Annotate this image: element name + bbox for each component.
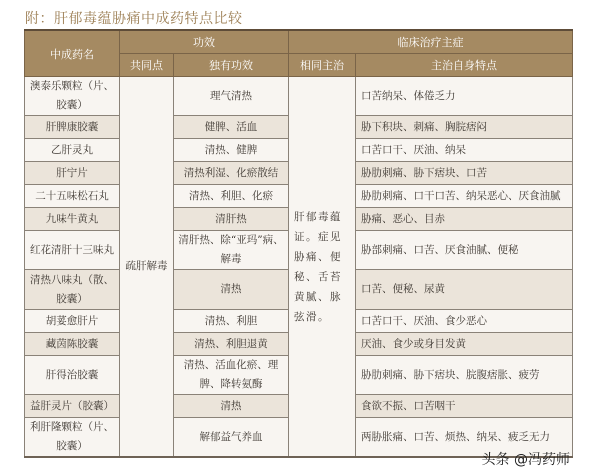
header-clinical: 临床治疗主症 xyxy=(289,30,573,54)
drug-name: 肝脾康胶囊 xyxy=(25,116,120,139)
drug-name: 清热八味丸（散、胶囊） xyxy=(25,270,120,310)
own-indication: 胁痛、恶心、目赤 xyxy=(356,208,573,231)
comparison-table xyxy=(24,29,573,458)
table-title: 附：肝郁毒蕴胁痛中成药特点比较 xyxy=(25,11,243,27)
own-indication: 胁肋刺痛、口干口苦、纳呆恶心、厌食油腻 xyxy=(356,185,573,208)
unique-efficacy: 解郁益气养血 xyxy=(174,418,289,458)
drug-name: 二十五味松石丸 xyxy=(25,185,120,208)
drug-name: 红花清肝十三味丸 xyxy=(25,231,120,270)
header-unique: 独有功效 xyxy=(174,54,289,77)
own-indication: 两胁胀痛、口苦、烦热、纳呆、疲乏无力 xyxy=(356,418,573,458)
unique-efficacy: 清热、利胆、化瘀 xyxy=(174,185,289,208)
header-own: 主治自身特点 xyxy=(356,54,573,77)
header-name: 中成药名 xyxy=(25,30,120,77)
unique-efficacy: 理气清热 xyxy=(174,77,289,116)
header-efficacy: 功效 xyxy=(120,30,289,54)
drug-name: 乙肝灵丸 xyxy=(25,139,120,162)
drug-name: 胡荽愈肝片 xyxy=(25,310,120,333)
own-indication: 胁下积块、刺痛、胸脘痞闷 xyxy=(356,116,573,139)
header-same: 相同主治 xyxy=(289,54,356,77)
same-indication: 肝郁毒蕴证。症见胁痛、便秘、舌苔黄腻、脉弦滑。 xyxy=(289,77,356,458)
unique-efficacy: 清肝热 xyxy=(174,208,289,231)
unique-efficacy: 清肝热、除“亚玛”病、解毒 xyxy=(174,231,289,270)
own-indication: 口苦纳呆、体倦乏力 xyxy=(356,77,573,116)
own-indication: 胁肋刺痛、胁下痞块、脘腹痞胀、疲劳 xyxy=(356,356,573,395)
unique-efficacy: 清热、健脾 xyxy=(174,139,289,162)
unique-efficacy: 清热利湿、化瘀散结 xyxy=(174,162,289,185)
common-efficacy: 疏肝解毒 xyxy=(120,77,174,458)
unique-efficacy: 健脾、活血 xyxy=(174,116,289,139)
header-common: 共同点 xyxy=(120,54,174,77)
table-row xyxy=(25,77,573,116)
own-indication: 胁部刺痛、口苦、厌食油腻、便秘 xyxy=(356,231,573,270)
own-indication: 口苦口干、厌油、纳呆 xyxy=(356,139,573,162)
own-indication: 食欲不振、口苦咽干 xyxy=(356,395,573,418)
drug-name: 利肝隆颗粒（片、胶囊） xyxy=(25,418,120,458)
drug-name: 益肝灵片（胶囊） xyxy=(25,395,120,418)
unique-efficacy: 清热 xyxy=(174,270,289,310)
drug-name: 藏茵陈胶囊 xyxy=(25,333,120,356)
drug-name: 肝得治胶囊 xyxy=(25,356,120,395)
unique-efficacy: 清热、利胆退黄 xyxy=(174,333,289,356)
own-indication: 胁肋刺痛、胁下痞块、口苦 xyxy=(356,162,573,185)
drug-name: 九味牛黄丸 xyxy=(25,208,120,231)
unique-efficacy: 清热、活血化瘀、理脾、降转氨酶 xyxy=(174,356,289,395)
drug-name: 肝宁片 xyxy=(25,162,120,185)
own-indication: 口苦口干、厌油、食少恶心 xyxy=(356,310,573,333)
drug-name: 澳泰乐颗粒（片、胶囊） xyxy=(25,77,120,116)
watermark: 头条 @冯药师 xyxy=(481,452,570,468)
unique-efficacy: 清热 xyxy=(174,395,289,418)
own-indication: 厌油、食少或身目发黄 xyxy=(356,333,573,356)
unique-efficacy: 清热、利胆 xyxy=(174,310,289,333)
own-indication: 口苦、便秘、尿黄 xyxy=(356,270,573,310)
